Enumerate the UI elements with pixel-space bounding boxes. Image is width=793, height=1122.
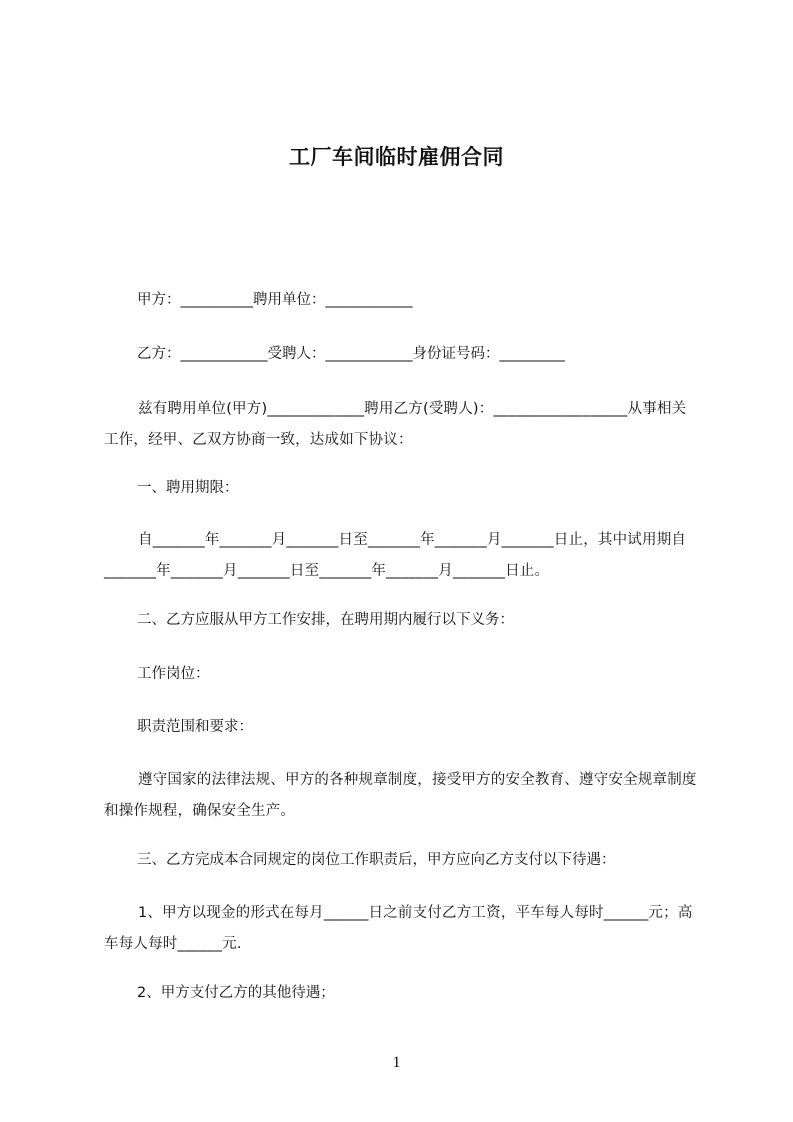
page-number: 1 bbox=[392, 1054, 401, 1071]
party-a-line: 甲方：__________聘用单位：____________ bbox=[137, 292, 413, 308]
section2-heading: 二、乙方应服从甲方工作安排，在聘用期内履行以下义务： bbox=[137, 612, 514, 628]
section1-heading: 一、聘用期限： bbox=[137, 480, 239, 496]
duties-body: 遵守国家的法律法规、甲方的各种规章制度，接受甲方的安全教育、遵守安全规章制度和操作规程，确保安全生产。 bbox=[104, 772, 697, 819]
item2-line: 2、甲方支付乙方的其他待遇； bbox=[137, 985, 335, 1001]
section3-heading: 三、乙方完成本合同规定的岗位工作职责后，甲方应向乙方支付以下待遇： bbox=[137, 852, 616, 868]
job-post-line: 工作岗位： bbox=[137, 666, 210, 682]
item1-paragraph: 1、甲方以现金的形式在每月______日之前支付乙方工资，平车每人每时______元；高车每人每时______元. bbox=[104, 905, 693, 952]
document-title: 工厂车间临时雇佣合同 bbox=[289, 145, 504, 169]
intro-paragraph: 兹有聘用单位(甲方)_____________聘用乙方(受聘人)：__________________从事相关工作，经甲、乙双方协商一致，达成如下协议： bbox=[104, 401, 687, 448]
party-b-line: 乙方：____________受聘人：____________身份证号码：_________ bbox=[137, 346, 565, 362]
section1-body: 自_______年_______月_______日至_______年_______月_______日止，其中试用期自_______年_______月_______日至_______年_______月_______日止。 bbox=[104, 532, 687, 579]
duties-line: 职责范围和要求： bbox=[137, 719, 253, 735]
